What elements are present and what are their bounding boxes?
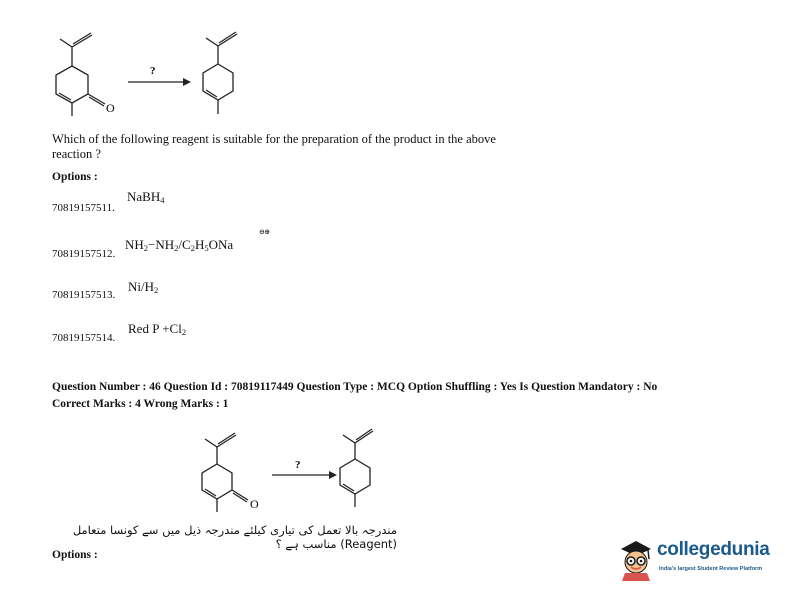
question-2-meta-line-2: Correct Marks : 4 Wrong Marks : 1 <box>52 398 229 410</box>
option-3-formula: $Ni/H_2$ <box>128 279 159 295</box>
option-1-id: 70819157511. <box>52 202 115 214</box>
reaction-scheme-1 <box>50 20 270 120</box>
reaction-arrow-label-2: ? <box>295 459 301 471</box>
option-4-id: 70819157514. <box>52 332 116 344</box>
carbonyl-oxygen-label: O <box>106 101 115 115</box>
option-2-formula <box>125 228 270 253</box>
question-1-line-1: Which of the following reagent is suitable for the preparation of the product in the above <box>52 132 496 146</box>
option-3-id: 70819157513. <box>52 289 116 301</box>
option-4-formula: Red $P +Cl_2$ <box>128 321 187 337</box>
option-1-formula: NaBH$_4$ <box>127 189 165 205</box>
option-2-formula-text: $NH_2-NH_2/C_2H_5ONa$ <box>125 237 234 253</box>
question-2-meta-line-1: Question Number : 46 Question Id : 70819117449 Question Type : MCQ Option Shuffling : Yes Is Question Mandatory : No <box>52 381 658 393</box>
question-1-text <box>52 132 496 162</box>
reaction-arrow-label: ? <box>150 65 156 77</box>
carbonyl-oxygen-label-2: O <box>250 497 259 511</box>
brand-tagline: India's largest Student Review Platform <box>659 566 763 572</box>
mascot-icon <box>617 535 655 581</box>
question-1-line-2: reaction ? <box>52 147 101 161</box>
option-2-id: 70819157512. <box>52 248 116 260</box>
question-2-urdu-text: مندرجہ بالا تعمل کی تیاری کیلئے مندرجہ ذیل میں سے کونسا متعامل (Reagent) مناسب ہے ؟ <box>72 523 397 551</box>
collegedunia-logo <box>617 535 777 585</box>
options-label-1: Options : <box>52 171 98 183</box>
option-2-charges: ⊖⊕ <box>259 228 270 236</box>
reaction-scheme-2 <box>195 418 415 518</box>
options-label-2: Options : <box>52 549 98 561</box>
brand-name: collegedunia <box>657 539 770 560</box>
